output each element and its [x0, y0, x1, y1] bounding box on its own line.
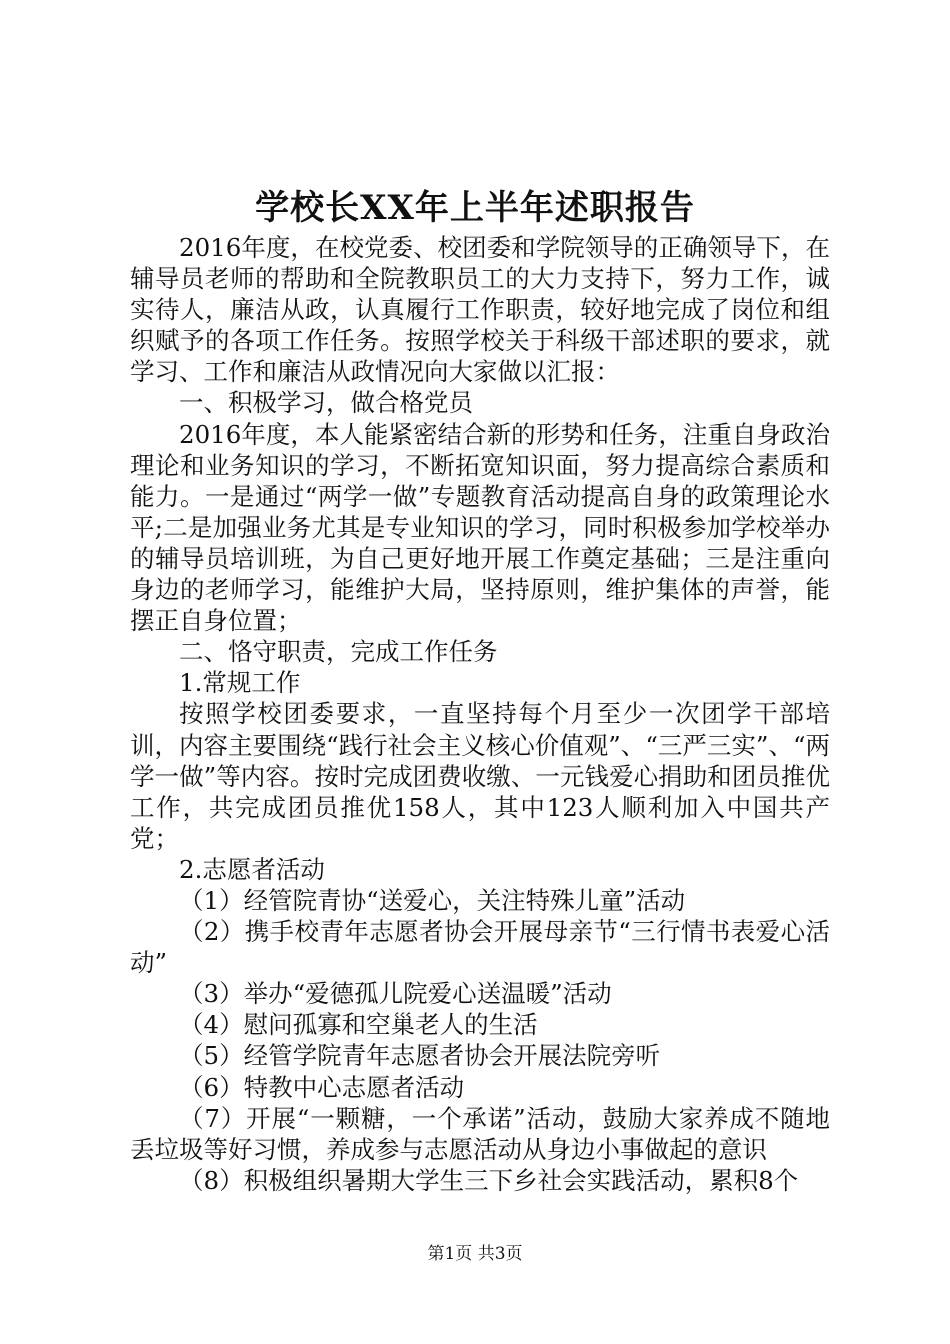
document-title: 学校长XX年上半年述职报告: [255, 188, 695, 228]
paragraph-study: 2016年度，本人能紧密结合新的形势和任务，注重自身政治理论和业务知识的学习，不断拓宽知识面，努力提高综合素质和能力。一是通过“两学一做”专题教育活动提高自身的政策理论水平;二是加强业务尤其是专业知识的学习，同时积极参加学校举办的辅导员培训班，为自己更好地开展工作奠定基础；三是注重向身边的老师学习，能维护大局，坚持原则，维护集体的声誉，能摆正自身位置；: [130, 419, 830, 636]
list-item-volunteer-5: （5）经管学院青年志愿者协会开展法院旁听: [179, 1041, 661, 1071]
paragraph-routine-work: 按照学校团委要求，一直坚持每个月至少一次团学干部培训，内容主要围绕“践行社会主义核心价值观”、“三严三实”、“两学一做”等内容。按时完成团费收缴、一元钱爱心捐助和团员推优工作，共完成团员推优158人，其中123人顺利加入中国共产党；: [130, 699, 830, 853]
subheading-volunteer: 2.志愿者活动: [179, 854, 325, 884]
list-item-volunteer-1: （1）经管院青协“送爱心，关注特殊儿童”活动: [179, 885, 686, 915]
list-item-volunteer-3: （3）举办“爱德孤儿院爱心送温暖”活动: [179, 979, 612, 1009]
page-footer: 第1页 共3页: [427, 1244, 523, 1264]
list-item-volunteer-8: （8）积极组织暑期大学生三下乡社会实践活动，累积8个: [179, 1165, 799, 1195]
heading-section-1: 一、积极学习，做合格党员: [179, 388, 473, 418]
list-item-volunteer-4: （4）慰问孤寡和空巢老人的生活: [179, 1010, 538, 1040]
subheading-routine-work: 1.常规工作: [179, 668, 301, 698]
document-body: [130, 232, 830, 1196]
heading-section-2: 二、恪守职责，完成工作任务: [179, 637, 498, 667]
paragraph-intro: 2016年度，在校党委、校团委和学院领导的正确领导下，在辅导员老师的帮助和全院教职员工的大力支持下，努力工作，诚实待人，廉洁从政，认真履行工作职责，较好地完成了岗位和组织赋予的各项工作任务。按照学校关于科级干部述职的要求，就学习、工作和廉洁从政情况向大家做以汇报：: [130, 233, 830, 387]
list-item-volunteer-7: （7）开展“一颗糖，一个承诺”活动，鼓励大家养成不随地丢垃圾等好习惯，养成参与志愿活动从身边小事做起的意识: [130, 1103, 830, 1164]
list-item-volunteer-6: （6）特教中心志愿者活动: [179, 1072, 465, 1102]
list-item-volunteer-2: （2）携手校青年志愿者协会开展母亲节“三行情书表爱心活动”: [130, 917, 830, 978]
